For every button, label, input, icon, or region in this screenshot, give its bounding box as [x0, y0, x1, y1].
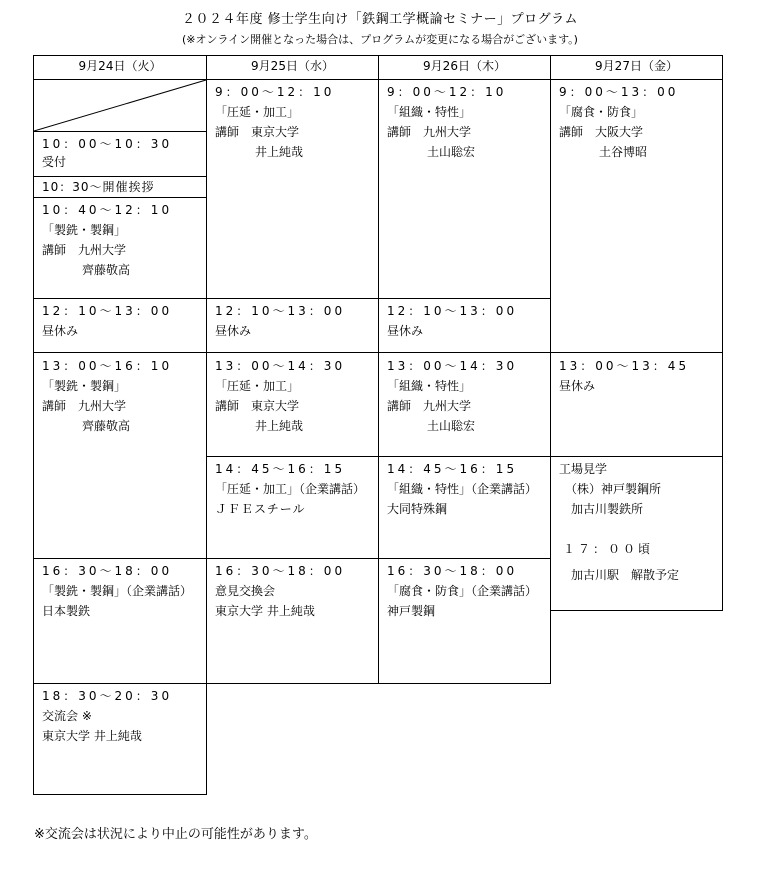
- day1-opening: [42, 177, 155, 197]
- lecturer-name: 土山聡宏: [427, 145, 476, 159]
- day1-session-2: [42, 356, 172, 436]
- session-time: 18：30～20：30: [42, 689, 173, 703]
- session-label: 受付: [42, 155, 67, 169]
- col-line-2: [378, 55, 379, 684]
- day3-lunch: [387, 301, 517, 341]
- session-label: 意見交換会: [215, 584, 276, 598]
- session-topic: 「圧延・加工」（企業講話）: [215, 482, 366, 496]
- lecturer-name: 土山聡宏: [427, 419, 476, 433]
- company: ＪＦＥスチール: [215, 502, 306, 516]
- day3-session-3: [387, 459, 537, 519]
- session-time: 12：10～13：00: [387, 304, 518, 318]
- row-line-lunch-top: [33, 298, 551, 299]
- session-label: 工場見学: [559, 462, 608, 476]
- day2-session-1: [215, 82, 334, 162]
- day4-factory-tour: [559, 459, 679, 585]
- session-topic: 「製銑・製鋼」: [42, 379, 127, 393]
- session-topic: 「腐食・防食」（企業講話）: [387, 584, 538, 598]
- session-time: 16：30～18：00: [387, 564, 518, 578]
- session-topic: 「組織・特性」（企業講話）: [387, 482, 538, 496]
- session-time: 12：10～13：00: [215, 304, 346, 318]
- session-topic: 「製銑・製鋼」（企業講話）: [42, 584, 193, 598]
- col-line-4: [722, 55, 723, 611]
- session-time: 10：00～10：30: [42, 137, 173, 151]
- day3-session-4: [387, 561, 537, 621]
- day2-session-4: [215, 561, 345, 621]
- session-time: 16：30～18：00: [215, 564, 346, 578]
- day1-session-3: [42, 561, 192, 621]
- session-time: 13：00～16：10: [42, 359, 173, 373]
- company: 日本製鉄: [42, 604, 91, 618]
- session-time: 9：00～12：10: [387, 85, 507, 99]
- tour-time: １７：００頃: [563, 542, 654, 556]
- session-time: 16：30～18：00: [42, 564, 173, 578]
- col-line-3: [550, 55, 551, 684]
- lecturer-name: 齊藤敬高: [82, 419, 131, 433]
- tour-plant: 加古川製鉄所: [571, 502, 644, 516]
- session-topic: 「腐食・防食」: [559, 105, 644, 119]
- lecturer-name: 井上純哉: [255, 145, 304, 159]
- tour-company: （株）神戸製鋼所: [565, 482, 662, 496]
- session-topic: 「圧延・加工」: [215, 105, 300, 119]
- lecturer-name: 井上純哉: [255, 419, 304, 433]
- session-time: 13：00～14：30: [215, 359, 346, 373]
- lecturer: 講師 九州大学: [387, 125, 472, 139]
- session-topic: 「圧延・加工」: [215, 379, 300, 393]
- tour-end: 加古川駅 解散予定: [571, 568, 680, 582]
- session-topic: 「組織・特性」: [387, 379, 472, 393]
- session-time: 14：45～16：15: [387, 462, 518, 476]
- session-time: 12：10～13：00: [42, 304, 173, 318]
- lecturer-name: 土谷博昭: [599, 145, 648, 159]
- session-time: 9：00～13：00: [559, 85, 679, 99]
- lecturer: 講師 大阪大学: [559, 125, 644, 139]
- page-title: ２０２４年度 修士学生向け「鉄鋼工学概論セミナー」プログラム: [181, 12, 578, 27]
- day-header-4: 9月27日（金）: [595, 59, 678, 73]
- col-line-1: [206, 55, 207, 795]
- session-topic: 「製銑・製鋼」: [42, 223, 127, 237]
- row-line-1445: [206, 456, 723, 457]
- session-label: 交流会 ※: [42, 709, 92, 723]
- lecturer: 講師 東京大学: [215, 399, 300, 413]
- day2-lunch: [215, 301, 345, 341]
- lecturer: 講師 東京大学: [215, 125, 300, 139]
- session-time: 10：40～12：10: [42, 203, 173, 217]
- session-time: 13：00～14：30: [387, 359, 518, 373]
- company: 神戸製鋼: [387, 604, 436, 618]
- host: 東京大学 井上純哉: [42, 729, 142, 743]
- lecturer: 講師 九州大学: [42, 243, 127, 257]
- day4-lunch: [559, 356, 689, 396]
- day3-session-1: [387, 82, 506, 162]
- day2-session-2: [215, 356, 345, 436]
- row-line-1830: [33, 683, 551, 684]
- c1-row-line-3: [33, 197, 207, 198]
- row-line-table-bottom: [33, 794, 207, 795]
- session-label: 昼休み: [559, 379, 596, 393]
- page-subtitle: (※オンライン開催となった場合は、プログラムが変更になる場合がございます。): [182, 33, 578, 46]
- day3-session-2: [387, 356, 517, 436]
- session-time: 9：00～12：10: [215, 85, 335, 99]
- footnote: ※交流会は状況により中止の可能性があります。: [34, 827, 317, 842]
- day-header-2: 9月25日（水）: [251, 59, 334, 73]
- session-label: 10：30～開催挨拶: [42, 180, 155, 194]
- day2-session-3: [215, 459, 365, 519]
- day-header-1: 9月24日（火）: [78, 59, 162, 73]
- lecturer: 講師 九州大学: [42, 399, 127, 413]
- day1-reception: [42, 134, 172, 172]
- c1-row-line-1: [33, 131, 207, 132]
- day1-lunch: [42, 301, 172, 341]
- day4-session-1: [559, 82, 678, 162]
- day1-session-1: [42, 200, 172, 280]
- row-line-c4-bottom: [550, 610, 723, 611]
- row-line-1630: [33, 558, 551, 559]
- session-time: 13：00～13：45: [559, 359, 690, 373]
- col-line-0: [33, 55, 34, 795]
- session-label: 昼休み: [42, 324, 79, 338]
- session-label: 昼休み: [387, 324, 424, 338]
- session-time: 14：45～16：15: [215, 462, 346, 476]
- lecturer: 講師 九州大学: [387, 399, 472, 413]
- session-topic: 「組織・特性」: [387, 105, 472, 119]
- session-label: 昼休み: [215, 324, 252, 338]
- row-line-lunch-bottom: [33, 352, 723, 353]
- company: 大同特殊鋼: [387, 502, 448, 516]
- lecturer-name: 齊藤敬高: [82, 263, 131, 277]
- host: 東京大学 井上純哉: [215, 604, 315, 618]
- day-header-3: 9月26日（木）: [423, 59, 506, 73]
- day1-session-4: [42, 686, 172, 746]
